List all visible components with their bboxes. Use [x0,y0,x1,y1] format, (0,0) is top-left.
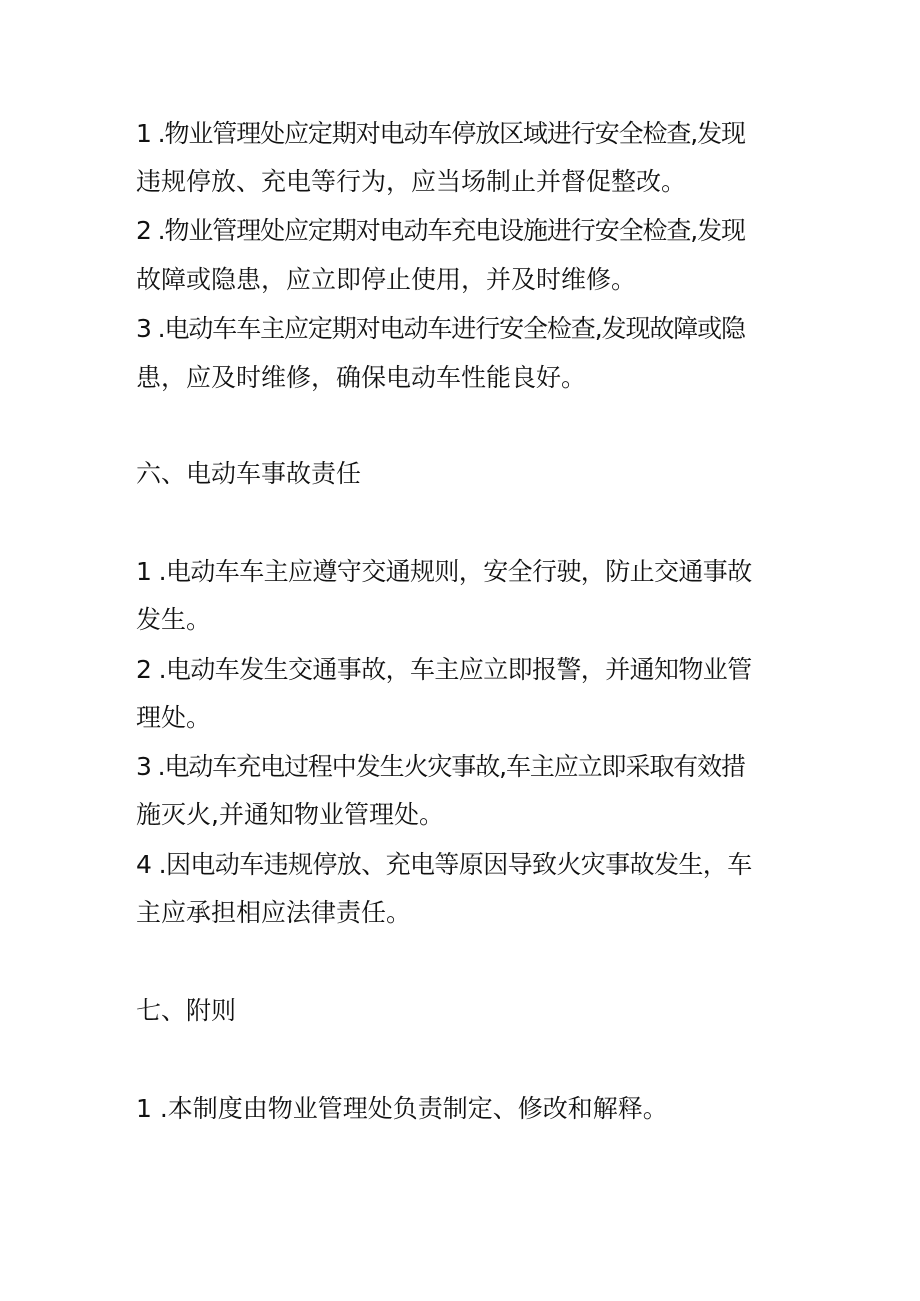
paragraph-line: 患，应及时维修，确保电动车性能良好。 [136,363,587,392]
paragraph-line: 2 .电动车发生交通事故，车主应立即报警，并通知物业管 [136,655,752,684]
paragraph-line: 1 .物业管理处应定期对电动车停放区域进行安全检查,发现 [136,119,745,148]
paragraph-line: 故障或隐患，应立即停止使用，并及时维修。 [136,265,637,294]
paragraph-line: 4 .因电动车违规停放、充电等原因导致火灾事故发生，车 [136,850,752,879]
paragraph-line: 3 .电动车车主应定期对电动车进行安全检查,发现故障或隐 [136,314,745,343]
paragraph-line: 违规停放、充电等行为，应当场制止并督促整改。 [136,167,687,196]
paragraph-line: 主应承担相应法律责任。 [136,898,412,927]
paragraph-line: 3 .电动车充电过程中发生火灾事故,车主应立即采取有效措 [136,752,745,781]
paragraph-line: 1 .本制度由物业管理处负责制定、修改和解释。 [136,1094,668,1123]
paragraph-line: 发生。 [136,605,212,634]
paragraph-line: 施灭火,并通知物业管理处。 [136,800,444,829]
section-heading: 七、附则 [136,996,237,1025]
section-heading: 六、电动车事故责任 [136,459,362,488]
paragraph-line: 1 .电动车车主应遵守交通规则，安全行驶，防止交通事故 [136,557,752,586]
paragraph-line: 2 .物业管理处应定期对电动车充电设施进行安全检查,发现 [136,216,745,245]
paragraph-line: 理处。 [136,703,212,732]
